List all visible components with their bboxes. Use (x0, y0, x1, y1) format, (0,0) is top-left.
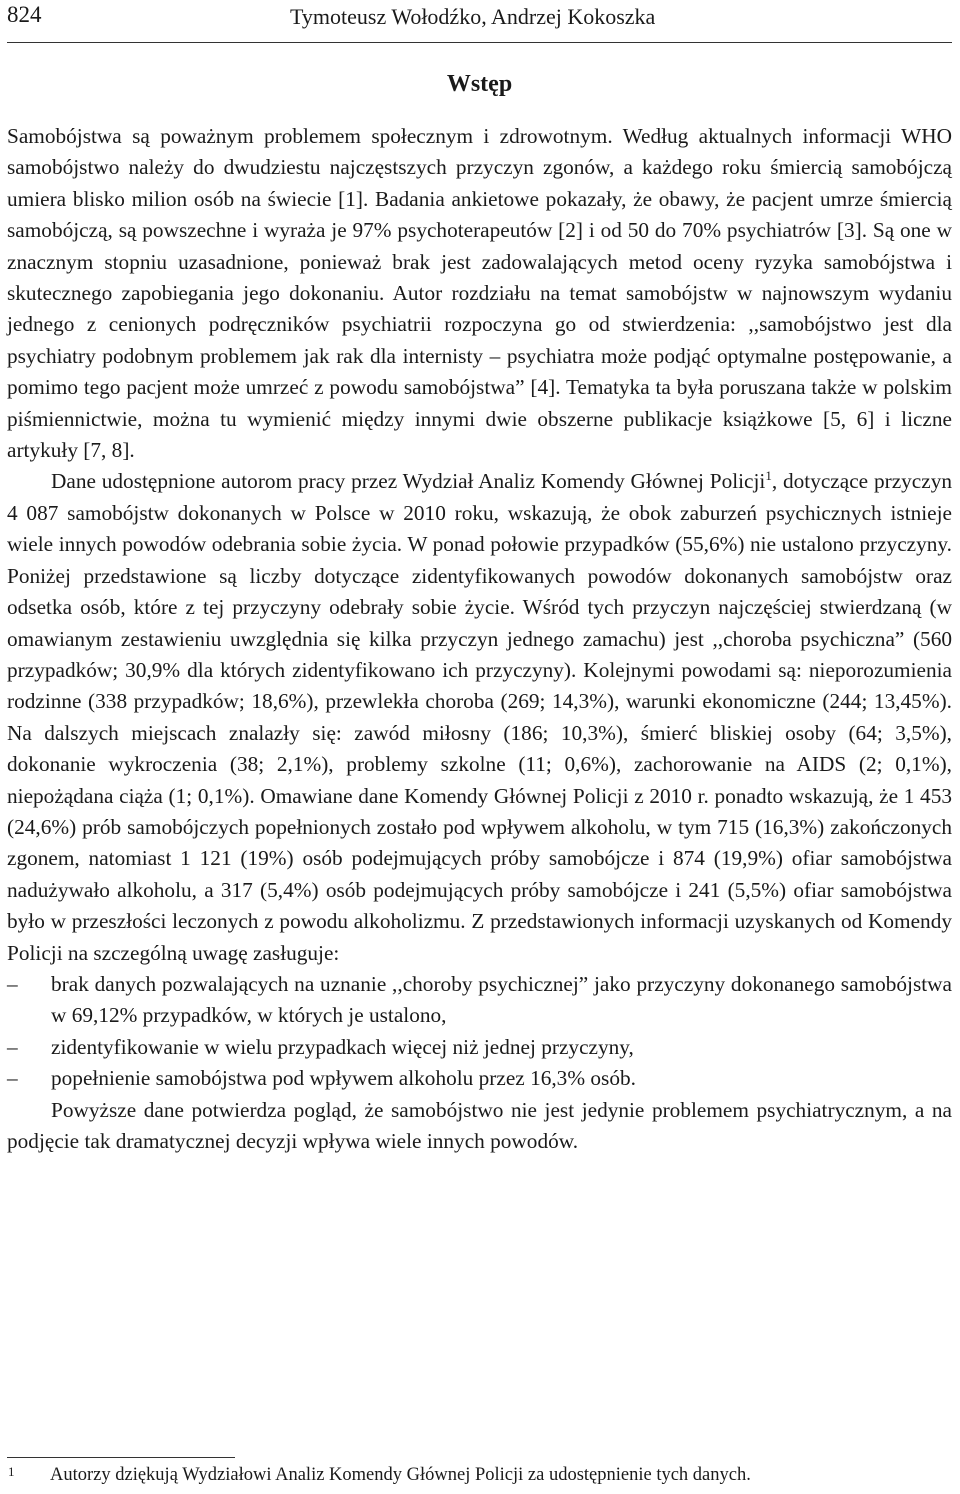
paragraph-2 (7, 466, 952, 969)
document-page (7, 0, 952, 1494)
footnote-text: Autorzy dziękują Wydziałowi Analiz Komendy Głównej Policji za udostępnienie tych danych. (50, 1465, 751, 1485)
list-dash: – (7, 1066, 18, 1091)
page-number: 824 (7, 2, 42, 27)
footnote-reference: 1 (765, 468, 772, 484)
list-item-text: popełnienie samobójstwa pod wpływem alkoholu przez 16,3% osób. (51, 1066, 636, 1091)
paragraph-2-text-end: , dotyczące przyczyn 4 087 samobójstw dokonanych w Polsce w 2010 roku, wskazują, że obok zaburzeń psychicznych istnieje wiele innych powodów odebrania sobie życia. W ponad połowie przypadków (55,6%) nie ustalono przyczyny. Poniżej przedstawione są liczby dotyczące zidentyfikowanych powodów dokonanych samobójstw oraz odsetka osób, które z tej przyczyny odebrały sobie życie. Wśród tych przyczyn najczęściej stwierdzaną (w omawianym zestawieniu uwzględnia się kilka przyczyn jednego zamachu) jest ,,choroba psychiczna” (560 przypadków; 30,9% dla których zidentyfikowano ich przyczyny). Kolejnymi powodami są: nieporozumienia rodzinne (338 przypadków; 18,6%), przewlekła choroba (269; 14,3%), warunki ekonomiczne (244; 13,45%). Na dalszych miejscach znalazły się: zawód miłosny (186; 10,3%), śmierć bliskiej osoby (64; 3,5%), dokonanie wykroczenia (38; 2,1%), problemy szkolne (11; 0,6%), zachorowanie na AIDS (2; 0,1%), niepożądana ciąża (1; 0,1%). Omawiane dane Komendy Głównej Policji z 2010 r. ponadto wskazują, że 1 453 (24,6%) prób samobójczych popełnionych zostało pod wpływem alkoholu, w tym 715 (16,3%) zakończonych zgonem, natomiast 1 121 (19%) osób podejmujących próby samobójcze i 874 (19,9%) ofiar samobójstwa nadużywało alkoholu, a 317 (5,4%) osób podejmujących próby samobójcze i 241 (5,5%) ofiar samobójstwa było w przeszłości leczonych z powodu alkoholizmu. Z przedstawionych informacji uzyskanych od Komendy Policji na szczególną uwagę zasługuje: (7, 469, 952, 965)
list-dash: – (7, 1034, 18, 1059)
header-authors: Tymoteusz Wołodźko, Andrzej Kokoszka (290, 4, 656, 29)
list-item-text: zidentyfikowanie w wielu przypadkach więcej niż jednej przyczyny, (51, 1034, 634, 1059)
paragraph-3: Powyższe dane potwierdza pogląd, że samobójstwo nie jest jedynie problemem psychiatrycznym, a na podjęcie tak dramatycznej decyzji wpływa wiele innych powodów. (7, 1097, 952, 1153)
list-item-text: brak danych pozwalających na uznanie ,,choroby psychicznej” jako przyczyny dokonanego samobójstwa w 69,12% przypadków, w których je ustalono, (51, 971, 952, 1028)
section-title: Wstęp (446, 71, 513, 97)
findings-list (7, 969, 952, 1095)
paragraph-2-text-start: Dane udostępnione autorom pracy przez Wydział Analiz Komendy Głównej Policji (51, 469, 766, 494)
footnote-mark: 1 (8, 1464, 15, 1479)
running-header (7, 0, 952, 43)
list-item (7, 1063, 952, 1094)
list-item (7, 1032, 952, 1063)
paragraph-1: Samobójstwa są poważnym problemem społecznym i zdrowotnym. Według aktualnych informacji WHO samobójstwo należy do dwudziestu najczęstszych przyczyn zgonów, a każdego roku śmiercią samobójczą umiera blisko milion osób na świecie [1]. Badania ankietowe pokazały, że obawy, że pacjent umrze śmiercią samobójczą, są powszechne i wyraża je 97% psychoterapeutów [2] i od 50 do 70% psychiatrów [3]. Są one w znacznym stopniu uzasadnione, ponieważ brak jest zadowalających metod oceny ryzyka samobójstwa i skutecznego zapobiegania jego dokonaniu. Autor rozdziału na temat samobójstw w najnowszym wydaniu jednego z cenionych podręczników psychiatrii rozpoczyna go od stwierdzenia: ,,samobójstwo jest dla psychiatry podobnym problemem jak rak dla internisty – psychiatra może podjąć optymalne postępowanie, a pomimo tego pacjent może umrzeć z powodu samobójstwa” [4]. Tematyka ta była poruszana także w polskim piśmiennictwie, można tu wymienić między innymi dwie obszerne publikacje książkowe [5, 6] i liczne artykuły [7, 8]. (7, 124, 952, 463)
body-text (7, 121, 952, 1157)
list-dash: – (7, 971, 18, 996)
list-item (7, 969, 952, 1032)
footnote-separator (7, 1457, 235, 1458)
